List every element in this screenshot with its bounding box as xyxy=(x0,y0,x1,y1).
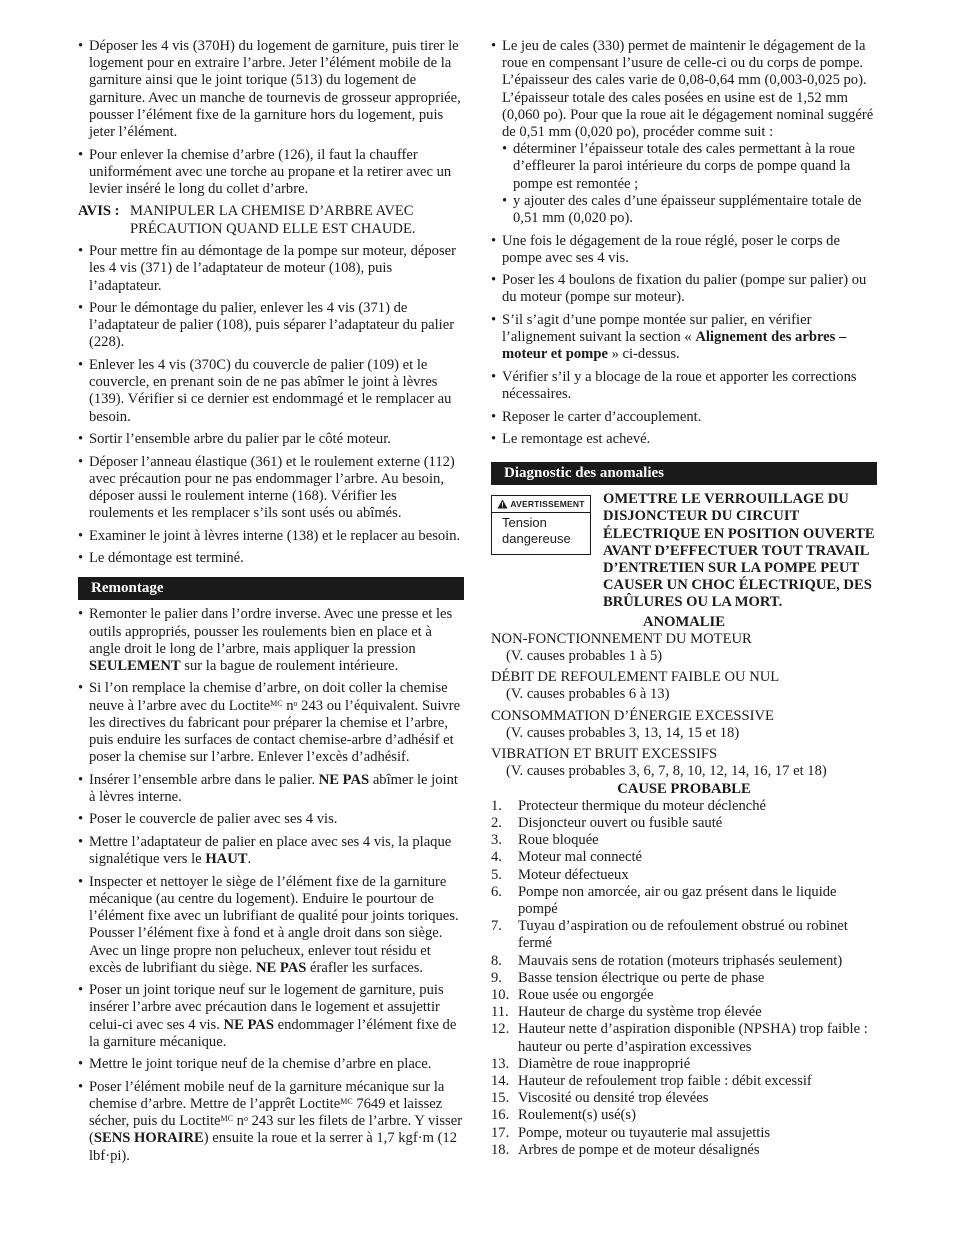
cause-item: 5. Moteur défectueux xyxy=(491,866,629,883)
cause-item: 6. Pompe non amorcée, air ou gaz présent dans le liquide pompé xyxy=(491,883,837,917)
list-item: • Déposer l’anneau élastique (361) et le roulement externe (112) avec précaution pour ne pas endommager l’arbre. Au besoin, déposer aussi le roulement interne (168). Vérifier les roulements et les remplacer s’ils sont usés ou abîmés. xyxy=(78,454,464,523)
list-item: • Mettre l’adaptateur de palier en place avec ses 4 vis, la plaque signalétique vers le HAUT. xyxy=(78,834,464,868)
warning-label-box xyxy=(491,495,591,555)
cause-item: 12. Hauteur nette d’aspiration disponible (NPSHA) trop faible : hauteur ou perte d’aspiration excessives xyxy=(491,1021,868,1055)
left-column xyxy=(78,38,464,1170)
disassembly-list-2 xyxy=(78,243,464,567)
hazard-type: Tension dangereuse xyxy=(502,515,571,547)
anomalie-heading: ANOMALIE xyxy=(643,613,725,630)
list-item: • Mettre le joint torique neuf de la chemise d’arbre en place. xyxy=(78,1056,464,1073)
sub-list-item: • déterminer l’épaisseur totale des cales permettant à la roue d’effleurer la paroi intérieure du corps de pompe quand la pompe est remontée ; xyxy=(502,141,877,193)
disassembly-list xyxy=(78,38,464,198)
cause-heading: CAUSE PROBABLE xyxy=(617,780,751,797)
list-item: • Poser un joint torique neuf sur le logement de garniture, puis insérer l’arbre avec précaution dans le logement et assujettir celui-ci avec ses 4 vis. NE PAS endommager l’élément fixe de la garniture mécanique. xyxy=(78,982,464,1051)
section-heading-remontage: Remontage xyxy=(78,577,464,600)
cause-item: 3. Roue bloquée xyxy=(491,832,599,849)
list-item: • S’il s’agit d’une pompe montée sur palier, en vérifier l’alignement suivant la section « Alignement des arbres – moteur et pompe » ci-dessus. xyxy=(491,312,877,364)
cause-item: 17. Pompe, moteur ou tuyauterie mal assujettis xyxy=(491,1124,771,1141)
sub-list-item: • y ajouter des cales d’une épaisseur supplémentaire totale de 0,51 mm (0,020 po). xyxy=(502,193,877,227)
cause-item: 4. Moteur mal connecté xyxy=(491,849,642,866)
list-item: • Poser le couvercle de palier avec ses 4 vis. xyxy=(78,811,464,828)
list-item: • Inspecter et nettoyer le siège de l’élément fixe de la garniture mécanique (au centre du logement). Enduire le pourtour de l’élément fixe avec un lubrifiant de qualité pour joints toriques. Pousser l’élément fixe à fond et à angle droit dans son siège. Avec un linge propre non pelucheux, enlever tout résidu et excès de lubrifiant du siège. NE PAS érafler les surfaces. xyxy=(78,874,464,977)
cause-item: 11. Hauteur de charge du système trop élevée xyxy=(491,1004,762,1021)
list-item: • Pour le démontage du palier, enlever les 4 vis (371) de l’adaptateur de palier (108), puis séparer l’adaptateur du palier (228). xyxy=(78,300,464,352)
cause-item: 2. Disjoncteur ouvert ou fusible sauté xyxy=(491,814,723,831)
notice xyxy=(78,203,464,237)
sub-list xyxy=(502,141,877,227)
list-item: • Poser l’élément mobile neuf de la garniture mécanique sur la chemise d’arbre. Mettre de l’apprêt Loctite$^{MC}$ 7649 et laissez sécher, puis du Loctite$^{MC}$ $n^o$ 243 sur les filets de l’arbre. Y visser (SENS HORAIRE) ensuite la roue et la serrer à 1,7 kgf·m (12 lbf·pi). xyxy=(78,1079,464,1165)
warning-text: OMETTRE LE VERROUILLAGE DU DISJONCTEUR DU CIRCUIT ÉLECTRIQUE EN POSITION OUVERTE AVANT D’EFFECTUER TOUT TRAVAIL D’ENTRETIEN SUR LA POMPE PEUT CAUSER UN CHOC ÉLECTRIQUE, DES BRÛLURES OU LA MORT. xyxy=(603,491,875,611)
list-item: • Examiner le joint à lèvres interne (138) et le replacer au besoin. xyxy=(78,528,464,545)
list-item: • Déposer les 4 vis (370H) du logement de garniture, puis tirer le logement pour en extraire l’arbre. Jeter l’élément mobile de la garniture ainsi que le joint torique (513) du logement de garniture. Avec un manche de tournevis de grosseur appropriée, pousser l’élément fixe de la garniture hors du logement, puis jeter l’élément. xyxy=(78,38,464,141)
list-item: • Le remontage est achevé. xyxy=(491,431,877,448)
cause-item: 16. Roulement(s) usé(s) xyxy=(491,1107,636,1124)
cause-item: 1. Protecteur thermique du moteur déclenché xyxy=(491,797,766,814)
cause-item: 10. Roue usée ou engorgée xyxy=(491,986,654,1003)
list-item: • Sortir l’ensemble arbre du palier par le côté moteur. xyxy=(78,431,464,448)
list-item: • Le jeu de cales (330) permet de maintenir le dégagement de la roue en compensant l’usure de celle-ci ou du corps de pompe. L’épaisseur des cales varie de 0,08-0,64 mm (0,003-0,025 po). L’épaisseur totale des cales posées en usine est de 1,52 mm (0,060 po). Pour que la roue ait le dégagement nominal suggéré de 0,51 mm (0,020 po), procéder comme suit : • déterminer l’épaisseur totale des cales permettant à la roue d’effleurer la paroi intérieure du corps de pompe quand la pompe est remontée ; • y ajouter des cales d’une épaisseur supplémentaire totale de 0,51 mm (0,020 po). xyxy=(491,38,877,227)
section-heading-diagnostic: Diagnostic des anomalies xyxy=(491,462,877,485)
list-item: • Le démontage est terminé. xyxy=(78,550,464,567)
list-item: • Poser les 4 boulons de fixation du palier (pompe sur palier) ou du moteur (pompe sur moteur). xyxy=(491,272,877,306)
warning-triangle-icon xyxy=(497,499,508,509)
list-item: • Si l’on remplace la chemise d’arbre, on doit coller la chemise neuve à l’arbre avec du Loctite$^{MC}$ $n^o$ 243 ou l’équivalent. Suivre les directives du fabricant pour préparer la chemise et l’arbre, puis enduire les surfaces de contact chemise-arbre d’adhésif et poser la chemise sur l’arbre. Enlever l’excès d’adhésif. xyxy=(78,680,464,766)
list-item: • Reposer le carter d’accouplement. xyxy=(491,409,877,426)
anomaly-item: CONSOMMATION D’ÉNERGIE EXCESSIVE (V. causes probables 3, 13, 14, 15 et 18) xyxy=(491,707,774,741)
warning-label: AVERTISSEMENT xyxy=(510,498,585,509)
list-item: • Enlever les 4 vis (370C) du couvercle de palier (109) et le couvercle, en prenant soin de ne pas abîmer le joint à lèvres (139). Vérifier si ce dernier est endommagé et le remplacer au besoin. xyxy=(78,357,464,426)
list-item: • Vérifier s’il y a blocage de la roue et apporter les corrections nécessaires. xyxy=(491,369,877,403)
cause-item: 14. Hauteur de refoulement trop faible : débit excessif xyxy=(491,1072,812,1089)
list-item: • Insérer l’ensemble arbre dans le palier. NE PAS abîmer le joint à lèvres interne. xyxy=(78,772,464,806)
anomaly-item: DÉBIT DE REFOULEMENT FAIBLE OU NUL (V. causes probables 6 à 13) xyxy=(491,669,780,703)
list-item: • Pour mettre fin au démontage de la pompe sur moteur, déposer les 4 vis (371) de l’adaptateur de moteur (108), puis l’adaptateur. xyxy=(78,243,464,295)
cause-item: 9. Basse tension électrique ou perte de phase xyxy=(491,969,765,986)
anomaly-item: NON-FONCTIONNEMENT DU MOTEUR (V. causes probables 1 à 5) xyxy=(491,630,752,665)
cause-item: 13. Diamètre de roue inapproprié xyxy=(491,1055,691,1072)
reassembly-list xyxy=(78,606,464,1164)
list-item: • Une fois le dégagement de la roue réglé, poser le corps de pompe avec ses 4 vis. xyxy=(491,233,877,267)
cause-item: 18. Arbres de pompe et de moteur désalignés xyxy=(491,1141,760,1158)
reassembly-list-continued xyxy=(491,38,877,448)
cause-item: 8. Mauvais sens de rotation (moteurs triphasés seulement) xyxy=(491,952,843,969)
right-column xyxy=(491,38,877,1159)
anomaly-list xyxy=(491,631,877,781)
notice-label: AVIS : xyxy=(78,203,120,220)
list-item: • Remonter le palier dans l’ordre inverse. Avec une presse et les outils appropriés, pousser les roulements bien en place et à angle droit le long de l’arbre, mais appliquer la pression SEULEMENT sur la bague de roulement intérieure. xyxy=(78,606,464,675)
warning-block xyxy=(491,491,877,611)
anomaly-item: VIBRATION ET BRUIT EXCESSIFS (V. causes probables 3, 6, 7, 8, 10, 12, 14, 16, 17 et 18) xyxy=(491,746,827,780)
cause-list xyxy=(491,798,877,1159)
cause-item: 7. Tuyau d’aspiration ou de refoulement obstrué ou robinet fermé xyxy=(491,918,848,952)
cause-item: 15. Viscosité ou densité trop élevées xyxy=(491,1090,709,1107)
list-item: • Pour enlever la chemise d’arbre (126), il faut la chauffer uniformément avec une torche au propane et la retirer avec un levier inséré le long du collet d’arbre. xyxy=(78,147,464,199)
notice-text: MANIPULER LA CHEMISE D’ARBRE AVEC PRÉCAUTION QUAND ELLE EST CHAUDE. xyxy=(130,203,416,237)
